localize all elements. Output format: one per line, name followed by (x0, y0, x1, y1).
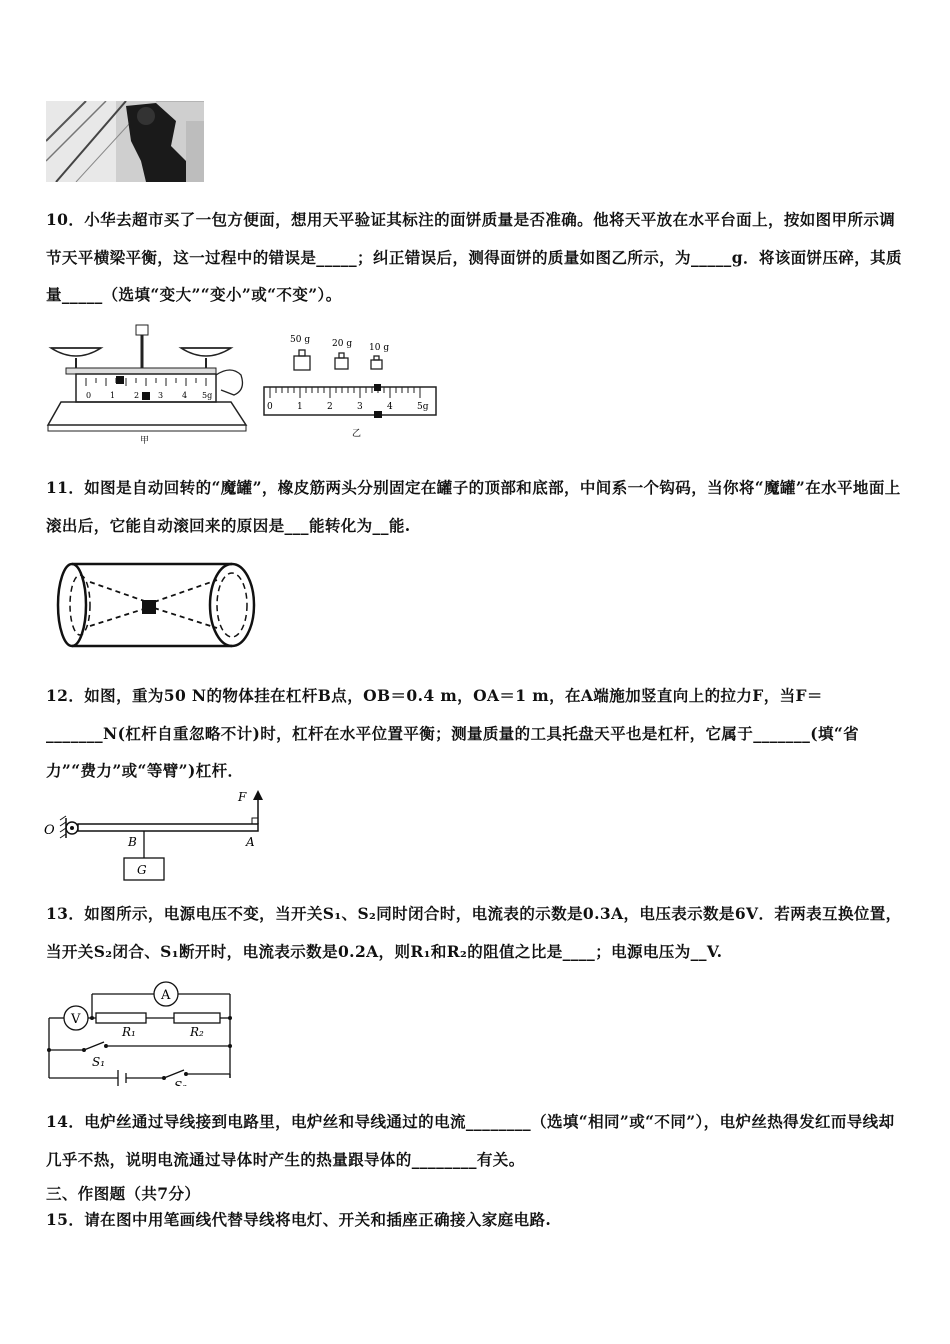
balance-figure (46, 320, 256, 445)
balance-scale-5: 5g (202, 391, 213, 400)
scale-3: 3 (357, 402, 363, 412)
question-15: 15．请在图中用笔画线代替导线将电灯、开关和插座正确接入家庭电路. (46, 1210, 552, 1229)
weights-figure (262, 332, 442, 442)
section-3-title: 三、作图题（共7分） (46, 1184, 201, 1203)
question-11: 11．如图是自动回转的“魔罐”，橡皮筋两头分别固定在罐子的顶部和底部，中间系一个钩码，当你将“魔罐”在水平地面上滚出后，它能自动滚回来的原因是___能转化为__能. (46, 478, 901, 535)
question-10: 10．小华去超市买了一包方便面，想用天平验证其标注的面饼质量是否准确。他将天平放在水平台面上，按如图甲所示调节天平横梁平衡，这一过程中的错误是_____；纠正错误后，测得面饼的质量如图乙所示，为_____g．将该面饼压碎，其质量_____（选填“变大”“变小”或“不变”）。 (46, 210, 902, 304)
s2-label: S₂ (174, 1079, 188, 1086)
figure-yi-label: 乙 (352, 429, 362, 439)
balance-scale-0: 0 (86, 391, 92, 400)
scale-5: 5g (417, 402, 429, 412)
lever-label-f: F (238, 790, 247, 804)
lever-figure (42, 788, 272, 884)
magic-can-figure (52, 560, 262, 652)
voltmeter-label: V (71, 1012, 81, 1027)
s1-label: S₁ (92, 1055, 106, 1069)
circuit-figure (44, 978, 244, 1086)
climber-photo (46, 101, 204, 182)
lever-label-g: G (137, 863, 147, 877)
weight-20g-label: 20 g (332, 339, 353, 349)
weight-50g-label: 50 g (290, 335, 311, 345)
scale-4: 4 (387, 402, 393, 412)
r1-label: R₁ (122, 1025, 136, 1039)
scale-0: 0 (267, 402, 273, 412)
scale-1: 1 (297, 402, 303, 412)
lever-label-a: A (246, 835, 255, 849)
weight-10g-label: 10 g (369, 343, 390, 353)
balance-scale-4: 4 (182, 391, 188, 400)
r2-label: R₂ (190, 1025, 204, 1039)
ammeter-label: A (161, 988, 171, 1003)
balance-scale-3: 3 (158, 391, 164, 400)
question-14: 14．电炉丝通过导线接到电路里，电炉丝和导线通过的电流________（选填“相同”或“不同”），电炉丝热得发红而导线却几乎不热，说明电流通过导体时产生的热量跟导体的________有关。 (46, 1112, 895, 1169)
scale-2: 2 (327, 402, 333, 412)
question-12: 12．如图，重为50 N的物体挂在杠杆B点，OB＝0.4 m，OA＝1 m，在A端施加竖直向上的拉力F，当F＝_______N(杠杆自重忽略不计)时，杠杆在水平位置平衡；测量质量的工具托盘天平也是杠杆，它属于_______(填“省力”“费力”或“等臂”)杠杆． (46, 686, 860, 780)
lever-label-b: B (128, 835, 137, 849)
question-13: 13．如图所示，电源电压不变，当开关S₁、S₂同时闭合时，电流表的示数是0.3A，电压表示数是6V．若两表互换位置，当开关S₂闭合、S₁断开时，电流表示数是0.2A，则R₁和R₂的阻值之比是____；电源电压为__V. (46, 904, 902, 961)
figure-jia-label: 甲 (140, 436, 150, 445)
balance-scale-2: 2 (134, 391, 140, 400)
balance-scale-1: 1 (110, 391, 116, 400)
lever-label-o: O (44, 823, 55, 838)
